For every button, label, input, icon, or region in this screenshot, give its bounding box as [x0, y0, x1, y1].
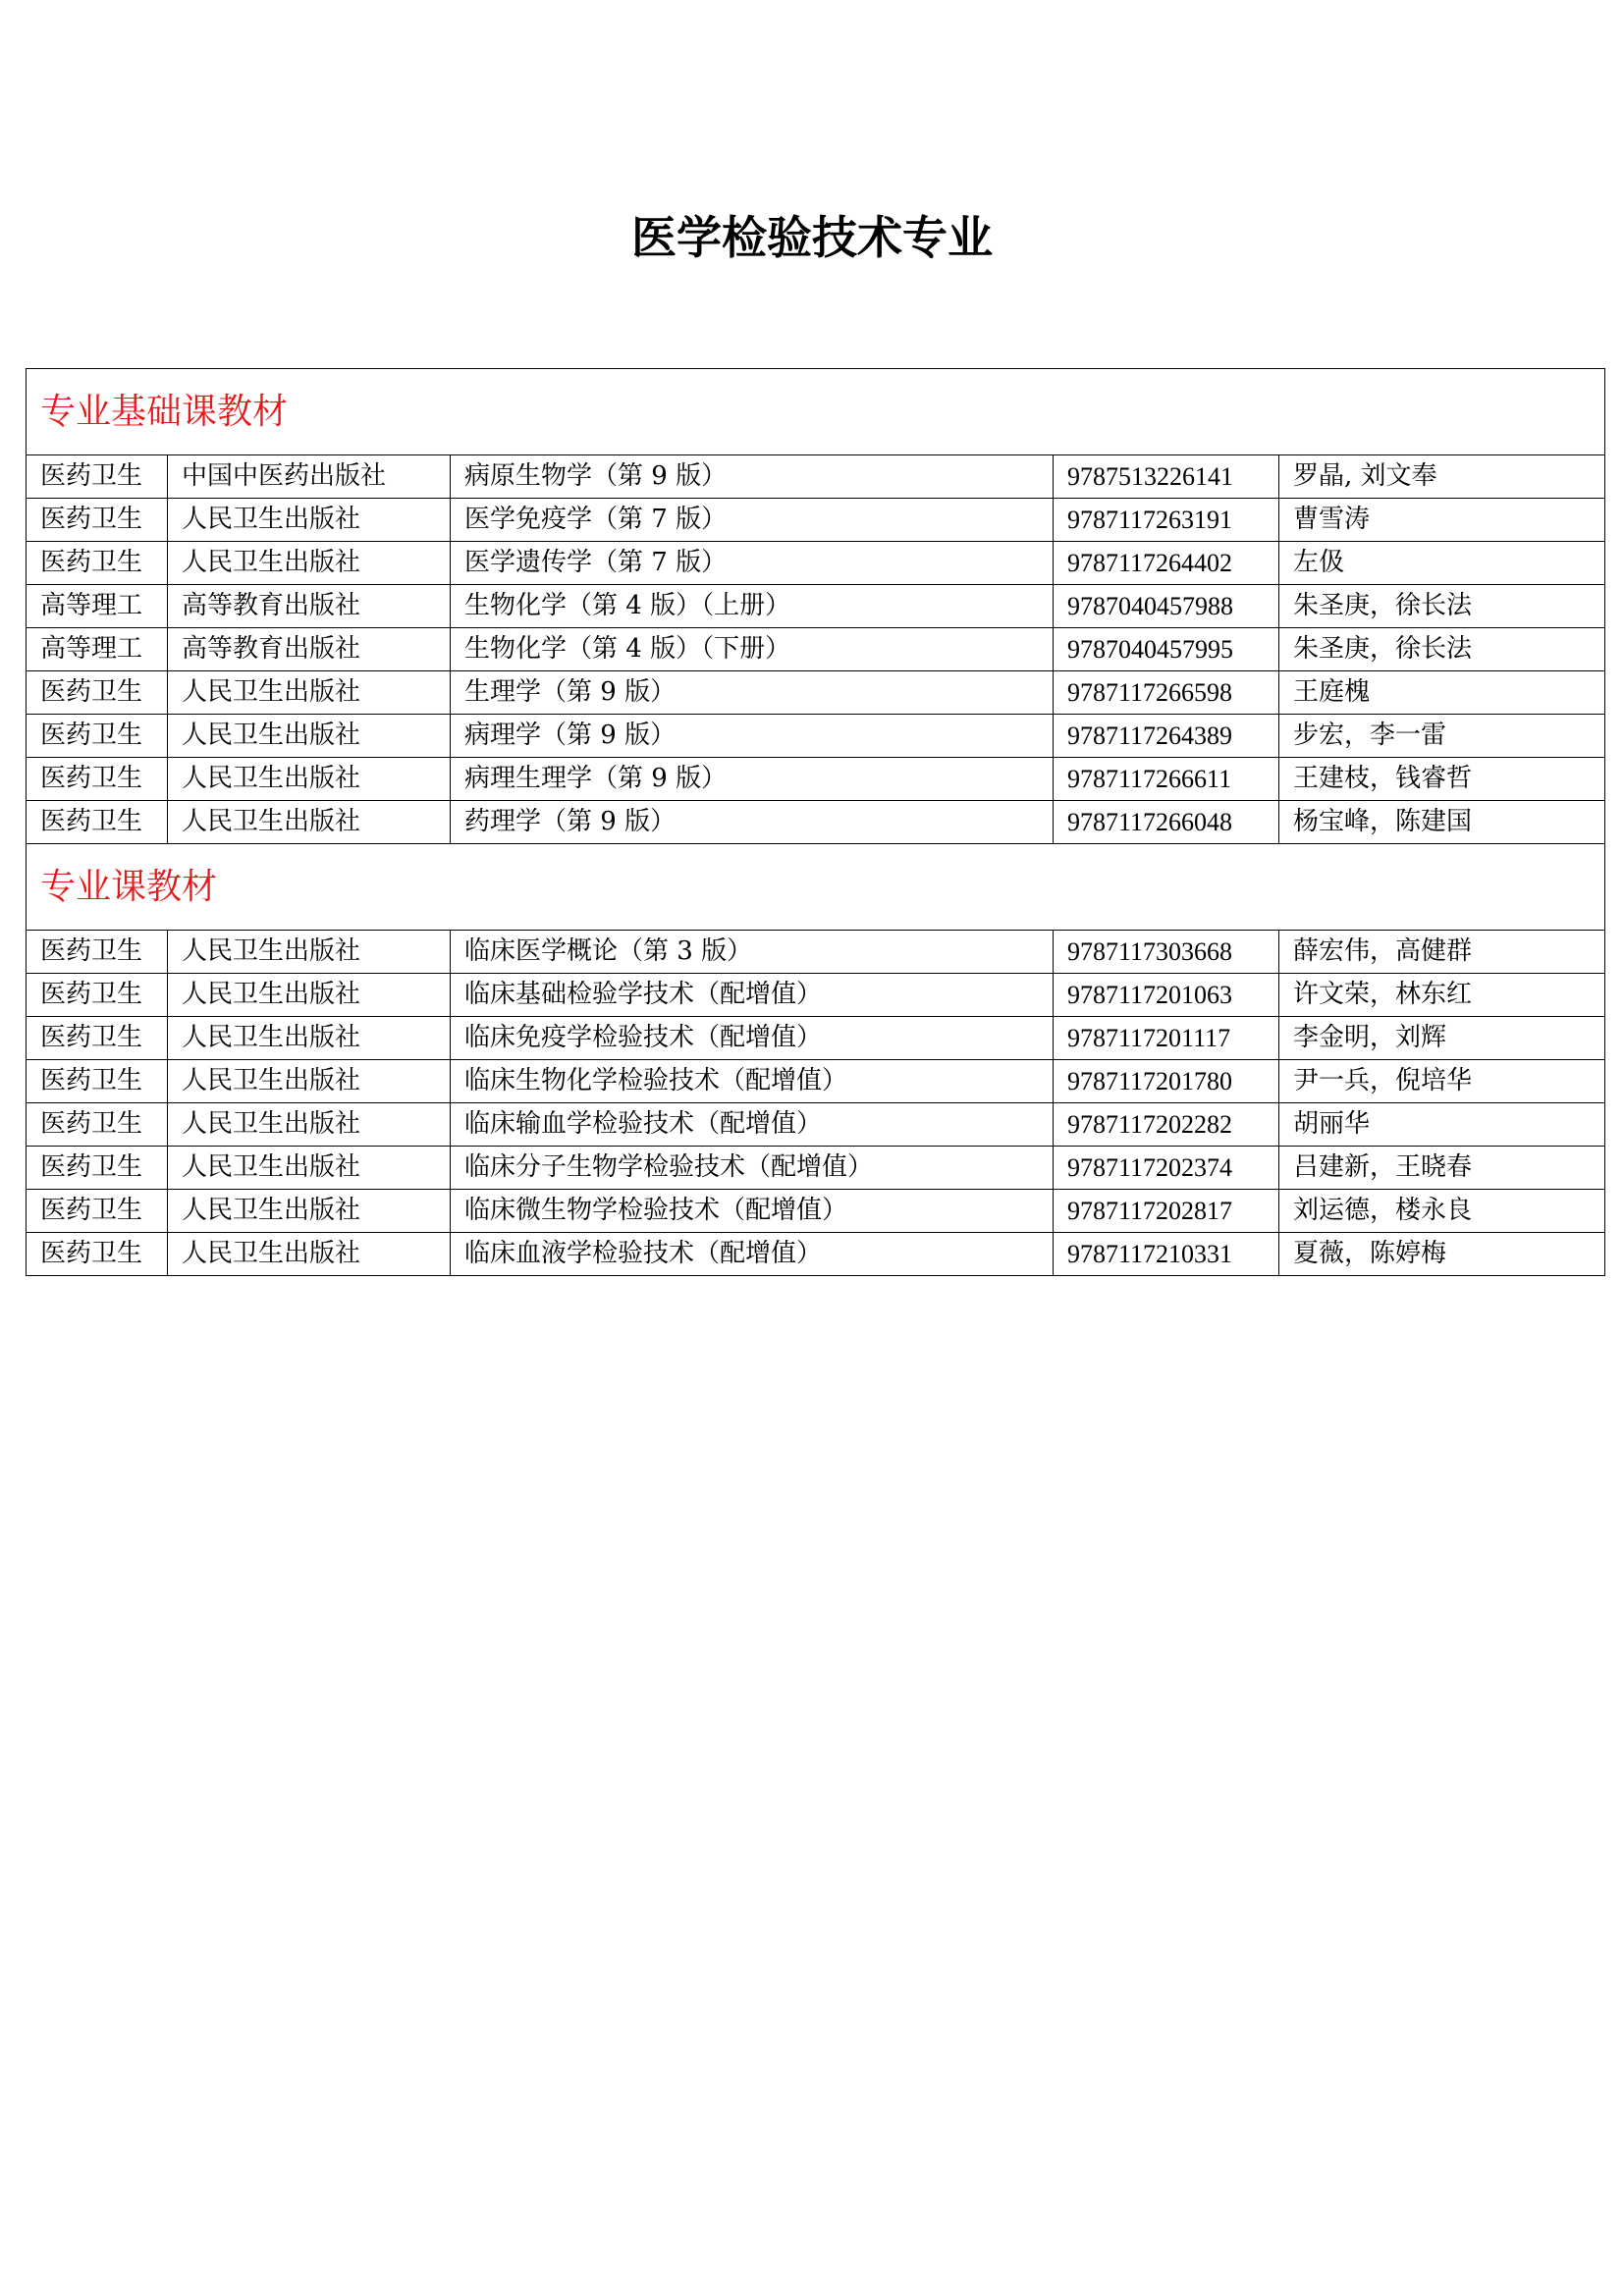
publisher-cell: 人民卫生出版社 [168, 1103, 451, 1147]
book-title-cell: 生物化学（第 4 版）（下册） [451, 628, 1054, 671]
table-row [27, 931, 1605, 974]
publisher-cell: 人民卫生出版社 [168, 499, 451, 542]
isbn-cell: 9787117266611 [1054, 758, 1279, 801]
table-row [27, 1103, 1605, 1147]
publisher-cell: 人民卫生出版社 [168, 1233, 451, 1276]
table-row [27, 1190, 1605, 1233]
isbn-cell: 9787513226141 [1054, 455, 1279, 499]
table-row [27, 715, 1605, 758]
book-title-cell: 病理学（第 9 版） [451, 715, 1054, 758]
isbn-cell: 9787117210331 [1054, 1233, 1279, 1276]
isbn-cell: 9787117202282 [1054, 1103, 1279, 1147]
table-row [27, 801, 1605, 844]
publisher-cell: 人民卫生出版社 [168, 1147, 451, 1190]
authors-cell: 朱圣庚，徐长法 [1279, 628, 1605, 671]
book-title-cell: 临床医学概论（第 3 版） [451, 931, 1054, 974]
authors-cell: 吕建新，王晓春 [1279, 1147, 1605, 1190]
category-cell: 医药卫生 [27, 1017, 168, 1060]
authors-cell: 刘运德，楼永良 [1279, 1190, 1605, 1233]
isbn-cell: 9787117264389 [1054, 715, 1279, 758]
publisher-cell: 人民卫生出版社 [168, 1017, 451, 1060]
publisher-cell: 中国中医药出版社 [168, 455, 451, 499]
category-cell: 医药卫生 [27, 758, 168, 801]
category-cell: 医药卫生 [27, 715, 168, 758]
publisher-cell: 高等教育出版社 [168, 628, 451, 671]
book-title-cell: 临床微生物学检验技术（配增值） [451, 1190, 1054, 1233]
publisher-cell: 人民卫生出版社 [168, 931, 451, 974]
publisher-cell: 人民卫生出版社 [168, 715, 451, 758]
category-cell: 医药卫生 [27, 1147, 168, 1190]
page-title: 医学检验技术专业 [631, 211, 993, 264]
section-heading: 专业课教材 [27, 844, 1605, 931]
table-row [27, 758, 1605, 801]
authors-cell: 杨宝峰，陈建国 [1279, 801, 1605, 844]
publisher-cell: 人民卫生出版社 [168, 801, 451, 844]
authors-cell: 罗晶, 刘文奉 [1279, 455, 1605, 499]
publisher-cell: 人民卫生出版社 [168, 542, 451, 585]
textbook-table [26, 368, 1605, 1276]
table-row [27, 1017, 1605, 1060]
authors-cell: 朱圣庚，徐长法 [1279, 585, 1605, 628]
table-row [27, 585, 1605, 628]
authors-cell: 曹雪涛 [1279, 499, 1605, 542]
category-cell: 医药卫生 [27, 499, 168, 542]
book-title-cell: 病理生理学（第 9 版） [451, 758, 1054, 801]
book-title-cell: 生理学（第 9 版） [451, 671, 1054, 715]
table-row [27, 499, 1605, 542]
category-cell: 医药卫生 [27, 1060, 168, 1103]
isbn-cell: 9787117263191 [1054, 499, 1279, 542]
table-row [27, 1060, 1605, 1103]
isbn-cell: 9787117201780 [1054, 1060, 1279, 1103]
section-header-row [27, 844, 1605, 931]
isbn-cell: 9787117202374 [1054, 1147, 1279, 1190]
publisher-cell: 人民卫生出版社 [168, 671, 451, 715]
category-cell: 医药卫生 [27, 931, 168, 974]
table-row [27, 1147, 1605, 1190]
authors-cell: 左伋 [1279, 542, 1605, 585]
category-cell: 医药卫生 [27, 801, 168, 844]
book-title-cell: 医学遗传学（第 7 版） [451, 542, 1054, 585]
isbn-cell: 9787117202817 [1054, 1190, 1279, 1233]
authors-cell: 薛宏伟，高健群 [1279, 931, 1605, 974]
table-row [27, 542, 1605, 585]
section-heading: 专业基础课教材 [27, 369, 1605, 455]
book-title-cell: 临床输血学检验技术（配增值） [451, 1103, 1054, 1147]
textbook-table-body [27, 369, 1605, 1276]
isbn-cell: 9787117266598 [1054, 671, 1279, 715]
category-cell: 医药卫生 [27, 671, 168, 715]
table-row [27, 628, 1605, 671]
book-title-cell: 生物化学（第 4 版）（上册） [451, 585, 1054, 628]
isbn-cell: 9787117266048 [1054, 801, 1279, 844]
category-cell: 医药卫生 [27, 1190, 168, 1233]
authors-cell: 尹一兵，倪培华 [1279, 1060, 1605, 1103]
book-title-cell: 临床免疫学检验技术（配增值） [451, 1017, 1054, 1060]
authors-cell: 夏薇，陈婷梅 [1279, 1233, 1605, 1276]
publisher-cell: 人民卫生出版社 [168, 1060, 451, 1103]
section-header-row [27, 369, 1605, 455]
table-row [27, 1233, 1605, 1276]
book-title-cell: 医学免疫学（第 7 版） [451, 499, 1054, 542]
authors-cell: 步宏，李一雷 [1279, 715, 1605, 758]
book-title-cell: 药理学（第 9 版） [451, 801, 1054, 844]
book-title-cell: 临床血液学检验技术（配增值） [451, 1233, 1054, 1276]
publisher-cell: 人民卫生出版社 [168, 758, 451, 801]
isbn-cell: 9787040457995 [1054, 628, 1279, 671]
book-title-cell: 临床基础检验学技术（配增值） [451, 974, 1054, 1017]
book-title-cell: 病原生物学（第 9 版） [451, 455, 1054, 499]
authors-cell: 许文荣，林东红 [1279, 974, 1605, 1017]
category-cell: 医药卫生 [27, 542, 168, 585]
table-row [27, 455, 1605, 499]
book-title-cell: 临床分子生物学检验技术（配增值） [451, 1147, 1054, 1190]
category-cell: 医药卫生 [27, 1103, 168, 1147]
book-title-cell: 临床生物化学检验技术（配增值） [451, 1060, 1054, 1103]
authors-cell: 胡丽华 [1279, 1103, 1605, 1147]
publisher-cell: 人民卫生出版社 [168, 1190, 451, 1233]
isbn-cell: 9787117303668 [1054, 931, 1279, 974]
authors-cell: 王庭槐 [1279, 671, 1605, 715]
category-cell: 医药卫生 [27, 455, 168, 499]
table-row [27, 671, 1605, 715]
isbn-cell: 9787117201063 [1054, 974, 1279, 1017]
authors-cell: 李金明，刘辉 [1279, 1017, 1605, 1060]
category-cell: 医药卫生 [27, 1233, 168, 1276]
category-cell: 高等理工 [27, 628, 168, 671]
isbn-cell: 9787040457988 [1054, 585, 1279, 628]
publisher-cell: 人民卫生出版社 [168, 974, 451, 1017]
isbn-cell: 9787117201117 [1054, 1017, 1279, 1060]
publisher-cell: 高等教育出版社 [168, 585, 451, 628]
category-cell: 医药卫生 [27, 974, 168, 1017]
isbn-cell: 9787117264402 [1054, 542, 1279, 585]
authors-cell: 王建枝，钱睿哲 [1279, 758, 1605, 801]
category-cell: 高等理工 [27, 585, 168, 628]
table-row [27, 974, 1605, 1017]
